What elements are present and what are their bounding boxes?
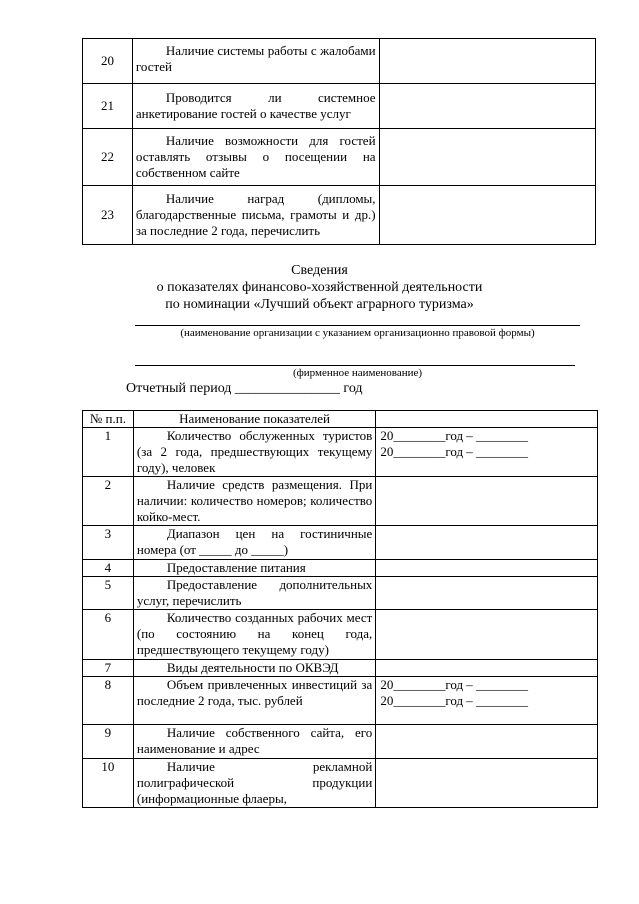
row-number: 7 xyxy=(83,660,134,677)
row-indicator: Предоставление питания xyxy=(133,560,375,577)
row-indicator: Наличие средств размещения. При наличии: количество номеров; количество койко-мест. xyxy=(133,477,375,526)
table-row xyxy=(83,759,598,808)
table-row xyxy=(83,186,596,245)
row-number: 2 xyxy=(83,477,134,526)
row-number: 23 xyxy=(83,186,133,245)
row-number: 9 xyxy=(83,725,134,759)
table-row xyxy=(83,660,598,677)
table-row xyxy=(83,129,596,186)
row-indicator: Наличие собственного сайта, его наименование и адрес xyxy=(133,725,375,759)
row-indicator: Предоставление дополнительных услуг, перечислить xyxy=(133,577,375,610)
row-criterion: Наличие наград (дипломы, благодарственные письма, грамоты и др.) за последние 2 года, перечислить xyxy=(132,186,379,245)
row-indicator: Диапазон цен на гостиничные номера (от _____ до _____) xyxy=(133,526,375,560)
row-indicator: Виды деятельности по ОКВЭД xyxy=(133,660,375,677)
header-number: № п.п. xyxy=(83,411,134,428)
row-number: 21 xyxy=(83,84,133,129)
table-row xyxy=(83,39,596,84)
section-nomination: по номинации «Лучший объект аграрного туризма» xyxy=(165,297,474,312)
criteria-table-top xyxy=(82,38,596,245)
reporting-period-label: Отчетный период xyxy=(126,381,232,396)
row-value-cell[interactable] xyxy=(376,560,598,577)
table-header-row xyxy=(83,411,598,428)
org-name-caption: (наименование организации с указанием организационно правовой формы) xyxy=(180,327,535,339)
reporting-period xyxy=(126,381,363,397)
row-number: 6 xyxy=(83,610,134,660)
row-indicator: Объем привлеченных инвестиций за последние 2 года, тыс. рублей xyxy=(133,677,375,725)
table-row xyxy=(83,428,598,477)
row-value-cell[interactable] xyxy=(376,526,598,560)
row-number: 22 xyxy=(83,129,133,186)
section-subtitle: о показателях финансово-хозяйственной деятельности xyxy=(156,280,483,295)
row-value-cell[interactable] xyxy=(376,759,598,808)
row-indicator: Количество созданных рабочих мест (по состоянию на конец года, предшествующего текущему году) xyxy=(133,610,375,660)
row-value-cell[interactable] xyxy=(376,677,598,725)
row-value-cell[interactable] xyxy=(376,725,598,759)
row-answer-cell[interactable] xyxy=(379,39,595,84)
year-value-line[interactable]: 20________год – ________ xyxy=(380,693,529,708)
row-value-cell[interactable] xyxy=(376,577,598,610)
row-indicator: Наличие рекламной полиграфической продукции (информационные флаеры, xyxy=(133,759,375,808)
row-value-cell[interactable] xyxy=(376,477,598,526)
table-row xyxy=(83,725,598,759)
row-indicator: Количество обслуженных туристов (за 2 года, предшествующих текущему году), человек xyxy=(133,428,375,477)
section-title: Сведения xyxy=(291,263,348,278)
row-answer-cell[interactable] xyxy=(379,186,595,245)
table-row xyxy=(83,560,598,577)
row-criterion: Наличие системы работы с жалобами гостей xyxy=(132,39,379,84)
brand-name-caption: (фирменное наименование) xyxy=(292,367,423,379)
indicators-table xyxy=(82,410,598,808)
table-row xyxy=(83,610,598,660)
row-criterion: Проводится ли системное анкетирование гостей о качестве услуг xyxy=(132,84,379,129)
row-answer-cell[interactable] xyxy=(379,84,595,129)
row-value-cell[interactable] xyxy=(376,428,598,477)
header-indicator: Наименование показателей xyxy=(133,411,375,428)
row-answer-cell[interactable] xyxy=(379,129,595,186)
table-row xyxy=(83,84,596,129)
reporting-period-suffix: год xyxy=(343,381,363,396)
table-row xyxy=(83,577,598,610)
row-number: 1 xyxy=(83,428,134,477)
row-number: 4 xyxy=(83,560,134,577)
row-number: 3 xyxy=(83,526,134,560)
row-number: 8 xyxy=(83,677,134,725)
table-row xyxy=(83,677,598,725)
table-row xyxy=(83,526,598,560)
brand-name-line[interactable] xyxy=(135,365,575,366)
row-number: 10 xyxy=(83,759,134,808)
row-number: 20 xyxy=(83,39,133,84)
year-value-line[interactable]: 20________год – ________ xyxy=(380,444,529,459)
year-value-line[interactable]: 20________год – ________ xyxy=(380,428,529,443)
row-number: 5 xyxy=(83,577,134,610)
year-value-line[interactable]: 20________год – ________ xyxy=(380,677,529,692)
reporting-period-blank[interactable]: _______________ xyxy=(234,381,340,396)
header-empty xyxy=(376,411,598,428)
org-name-line[interactable] xyxy=(135,325,580,326)
row-value-cell[interactable] xyxy=(376,610,598,660)
row-value-cell[interactable] xyxy=(376,660,598,677)
row-criterion: Наличие возможности для гостей оставлять отзывы о посещении на собственном сайте xyxy=(132,129,379,186)
table-row xyxy=(83,477,598,526)
